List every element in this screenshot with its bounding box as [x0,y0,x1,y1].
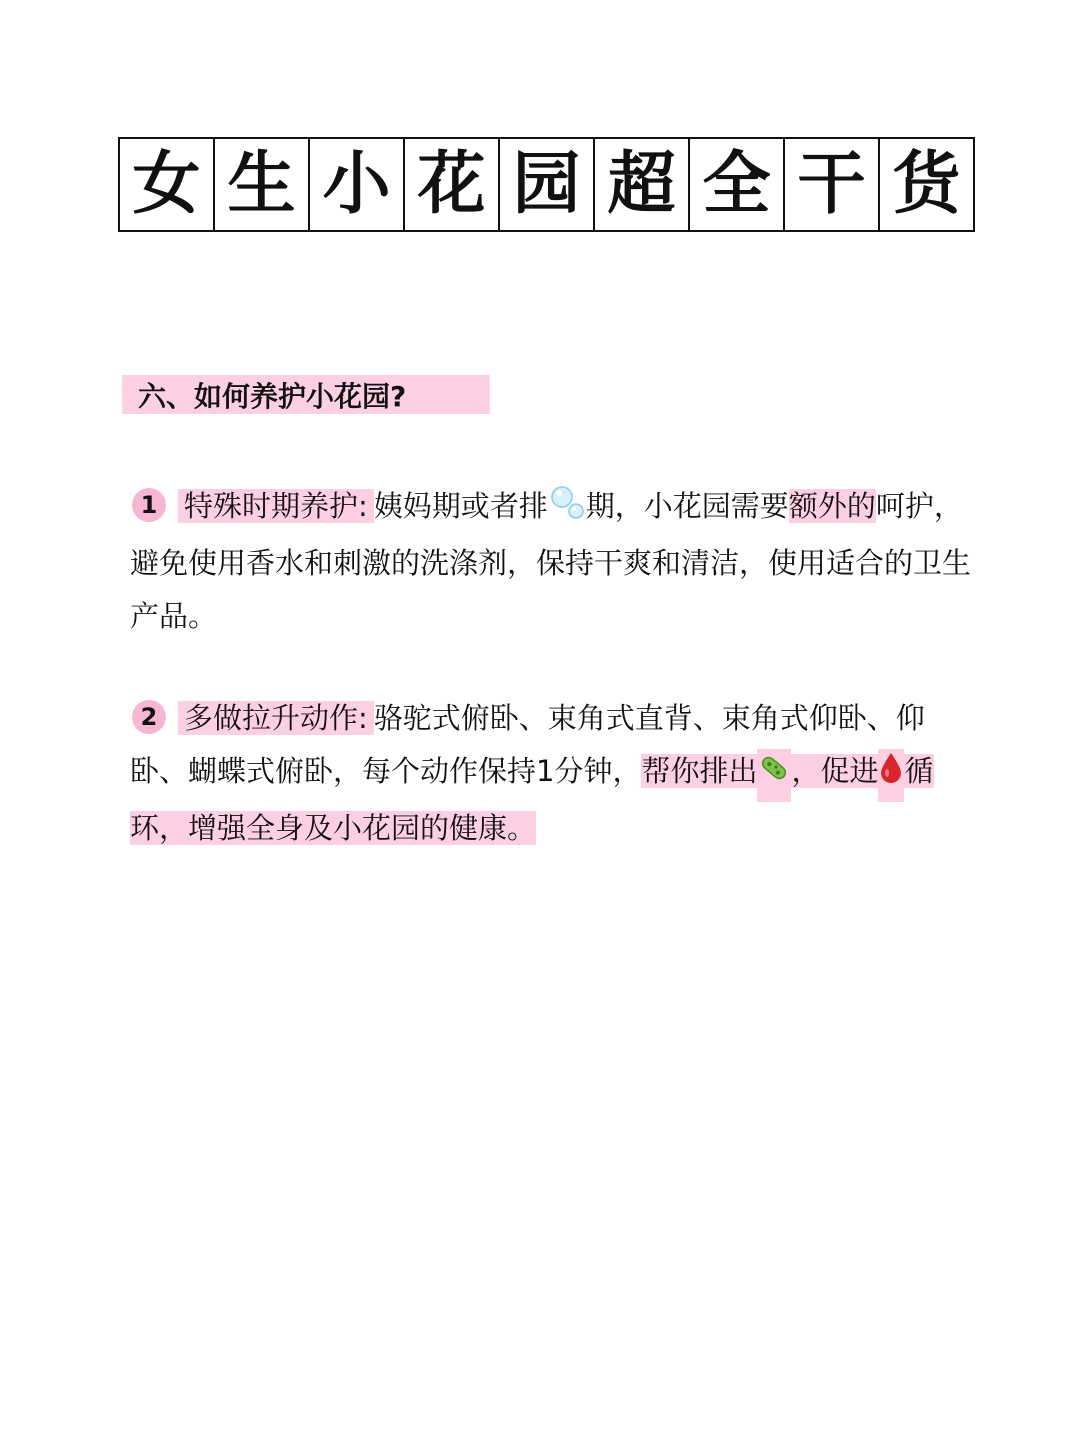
microbe-icon [757,749,791,802]
title-char: 生 [215,139,310,230]
title-char: 干 [785,139,880,230]
highlight-text: 额外的 [788,489,876,523]
blood-drop-icon [878,749,904,802]
highlight-text: 帮你排出 [641,754,758,788]
item-label: 特殊时期养护: [178,489,374,523]
title-banner [118,137,975,232]
item-text: 呵护，避免使用香水和刺激的洗涤剂，保持干爽和清洁，使用适合的卫生产品。 [130,489,972,633]
highlight-text: 循环，增强全身及小花园的健康。 [130,754,934,845]
section-heading: 六、如何养护小花园? [122,375,490,414]
item-number-badge: 2 [132,700,166,734]
title-char: 女 [120,139,215,230]
bubbles-icon [548,484,586,537]
highlight-text: ，促进 [791,754,879,788]
title-char: 全 [690,139,785,230]
item-number-badge: 1 [132,488,166,522]
item-text: 姨妈期或者排 [373,489,548,523]
title-char: 园 [500,139,595,230]
tip-item-1 [130,480,980,643]
title-char: 超 [595,139,690,230]
item-label: 多做拉升动作: [178,701,374,735]
item-text: 骆驼式俯卧、束角式直背、束角式仰卧、仰卧、蝴蝶式俯卧，每个动作保持1分钟， [130,701,925,788]
item-text: 期，小花园需要 [585,489,789,523]
title-char: 小 [310,139,405,230]
tip-item-2 [130,692,980,855]
title-char: 花 [405,139,500,230]
title-char: 货 [892,144,961,224]
